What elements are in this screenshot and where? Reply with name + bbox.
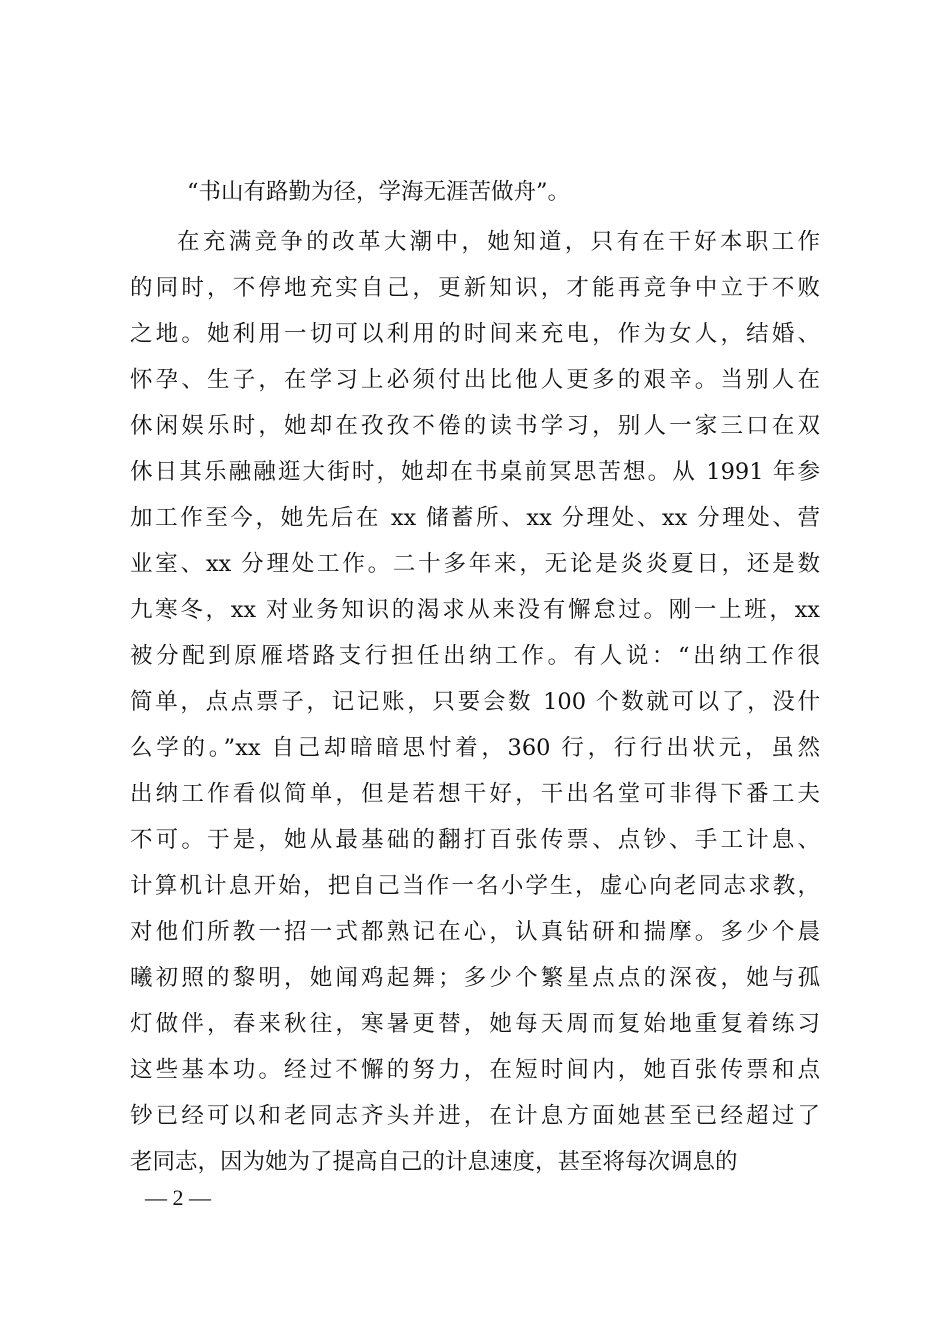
paragraph-line-1: 在充满竞争的改革大潮中，她知道，只有在干好本职工作 [177, 229, 820, 255]
paragraph-line-19: 这些基本功。经过不懈的努力，在短时间内，她百张传票和点 [130, 1057, 820, 1083]
paragraph-line-15: 计算机计息开始，把自己当作一名小学生，虚心向老同志求教， [130, 873, 820, 899]
paragraph-line-18: 灯做伴，春来秋往，寒暑更替，她每天周而复始地重复着练习 [130, 1011, 820, 1037]
paragraph-line-21: 老同志，因为她为了提高自己的计息速度，甚至将每次调息的 [130, 1149, 738, 1175]
paragraph-line-10: 被分配到原雁塔路支行担任出纳工作。有人说：“出纳工作很 [130, 643, 820, 669]
paragraph-line-5: 休闲娱乐时，她却在孜孜不倦的读书学习，别人一家三口在双 [130, 413, 820, 439]
page-number: — 2 — [145, 1185, 211, 1210]
paragraph-line-17: 曦初照的黎明，她闻鸡起舞；多少个繁星点点的深夜，她与孤 [130, 965, 820, 991]
paragraph-line-12: 么学的。”xx 自己却暗暗思忖着，360 行，行行出状元，虽然 [130, 735, 820, 761]
paragraph-line-14: 不可。于是，她从最基础的翻打百张传票、点钞、手工计息、 [130, 827, 820, 853]
paragraph-line-20: 钞已经可以和老同志齐头并进，在计息方面她甚至已经超过了 [130, 1103, 820, 1129]
paragraph-line-2: 的同时，不停地充实自己，更新知识，才能再竞争中立于不败 [130, 275, 820, 301]
paragraph-line-8: 业室、xx 分理处工作。二十多年来，无论是炎炎夏日，还是数 [130, 551, 820, 577]
heading-quote: “书山有路勤为径，学海无涯苦做舟”。 [187, 179, 571, 205]
paragraph-line-9: 九寒冬，xx 对业务知识的渴求从来没有懈怠过。刚一上班，xx [130, 597, 820, 623]
paragraph-line-16: 对他们所教一招一式都熟记在心，认真钻研和揣摩。多少个晨 [130, 919, 820, 945]
paragraph-line-3: 之地。她利用一切可以利用的时间来充电，作为女人，结婚、 [130, 321, 820, 347]
paragraph-line-13: 出纳工作看似简单，但是若想干好，干出名堂可非得下番工夫 [130, 781, 820, 807]
paragraph-line-4: 怀孕、生子，在学习上必须付出比他人更多的艰辛。当别人在 [130, 367, 820, 393]
paragraph-line-11: 简单，点点票子，记记账，只要会数 100 个数就可以了，没什 [130, 689, 820, 715]
paragraph-line-7: 加工作至今，她先后在 xx 储蓄所、xx 分理处、xx 分理处、营 [130, 505, 820, 531]
paragraph-line-6: 休日其乐融融逛大街时，她却在书桌前冥思苦想。从 1991 年参 [130, 459, 820, 485]
